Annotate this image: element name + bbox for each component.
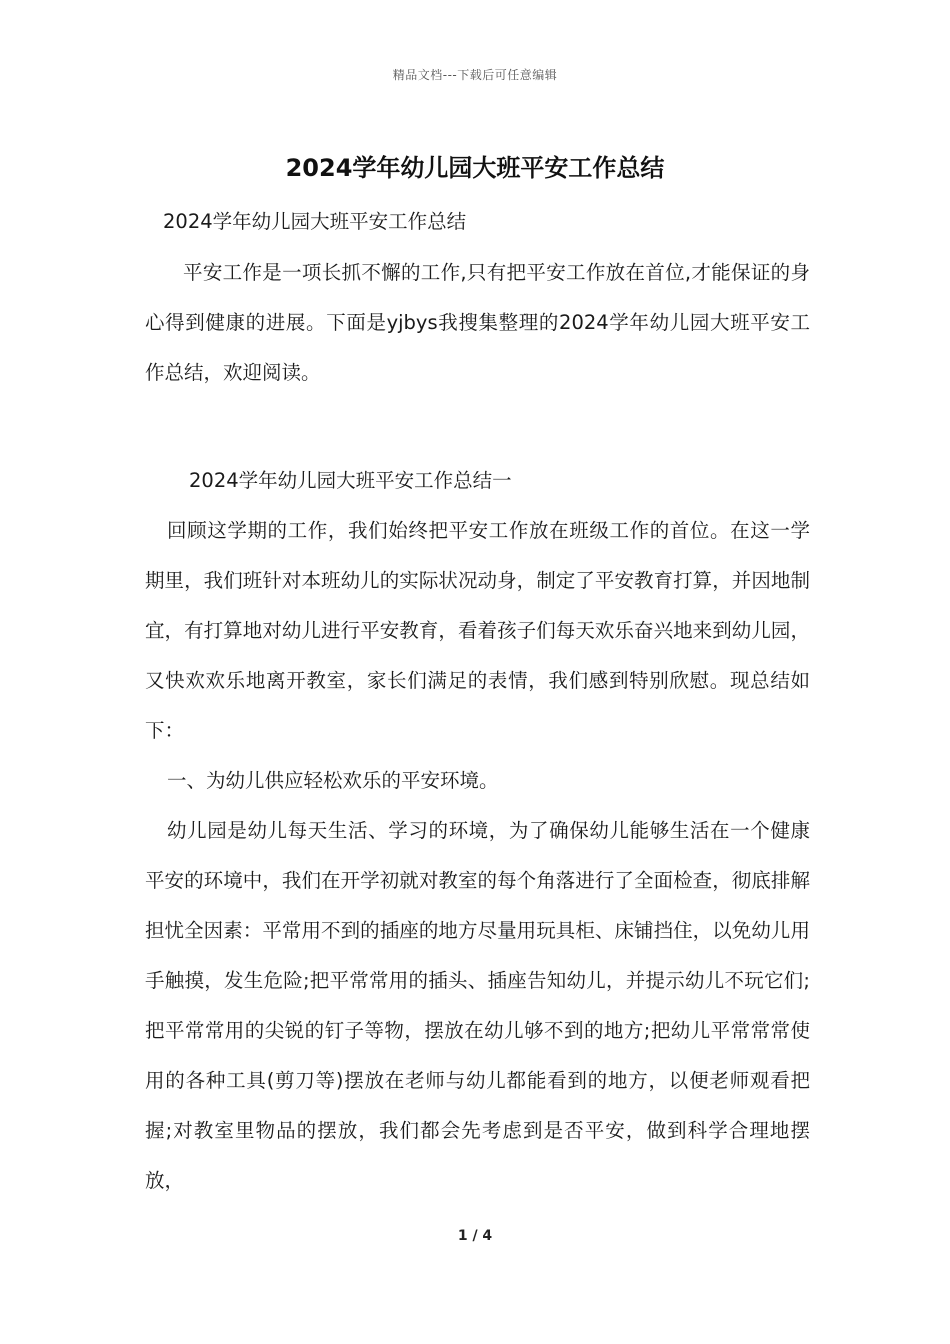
review-paragraph: 回顾这学期的工作，我们始终把平安工作放在班级工作的首位。在这一学期里，我们班针对本班幼儿的实际状况动身，制定了平安教育打算，并因地制宜，有打算地对幼儿进行平安教育，看着孩子们每天欢乐奋兴地来到幼儿园，又快欢欢乐地离开教室，家长们满足的表情，我们感到特别欣慰。现总结如下： — [145, 519, 810, 742]
intro-paragraph: 平安工作是一项长抓不懈的工作,只有把平安工作放在首位,才能保证的身心得到健康的进展。下面是yjbys我搜集整理的2024学年幼儿园大班平安工作总结，欢迎阅读。 — [145, 261, 810, 384]
page-number: 1 / 4 — [457, 1228, 493, 1244]
document-title: 2024学年幼儿园大班平安工作总结 — [285, 154, 665, 182]
environment-paragraph: 幼儿园是幼儿每天生活、学习的环境，为了确保幼儿能够生活在一个健康平安的环境中，我们在开学初就对教室的每个角落进行了全面检查，彻底排解担忧全因素：平常用不到的插座的地方尽量用玩具柜、床铺挡住，以免幼儿用手触摸，发生危险;把平常常用的插头、插座告知幼儿，并提示幼儿不玩它们;把平常常用的尖锐的钉子等物，摆放在幼儿够不到的地方;把幼儿平常常常使用的各种工具(剪刀等)摆放在老师与幼儿都能看到的地方，以便老师观看把握;对教室里物品的摆放，我们都会先考虑到是否平安，做到科学合理地摆放， — [145, 819, 810, 1192]
heading-one: 一、为幼儿供应轻松欢乐的平安环境。 — [167, 769, 499, 792]
document-body — [145, 196, 810, 1206]
header-note: 精品文档---下载后可任意编辑 — [392, 68, 558, 82]
section-one-title: 2024学年幼儿园大班平安工作总结一 — [189, 469, 512, 492]
document-subtitle: 2024学年幼儿园大班平安工作总结 — [163, 210, 467, 233]
